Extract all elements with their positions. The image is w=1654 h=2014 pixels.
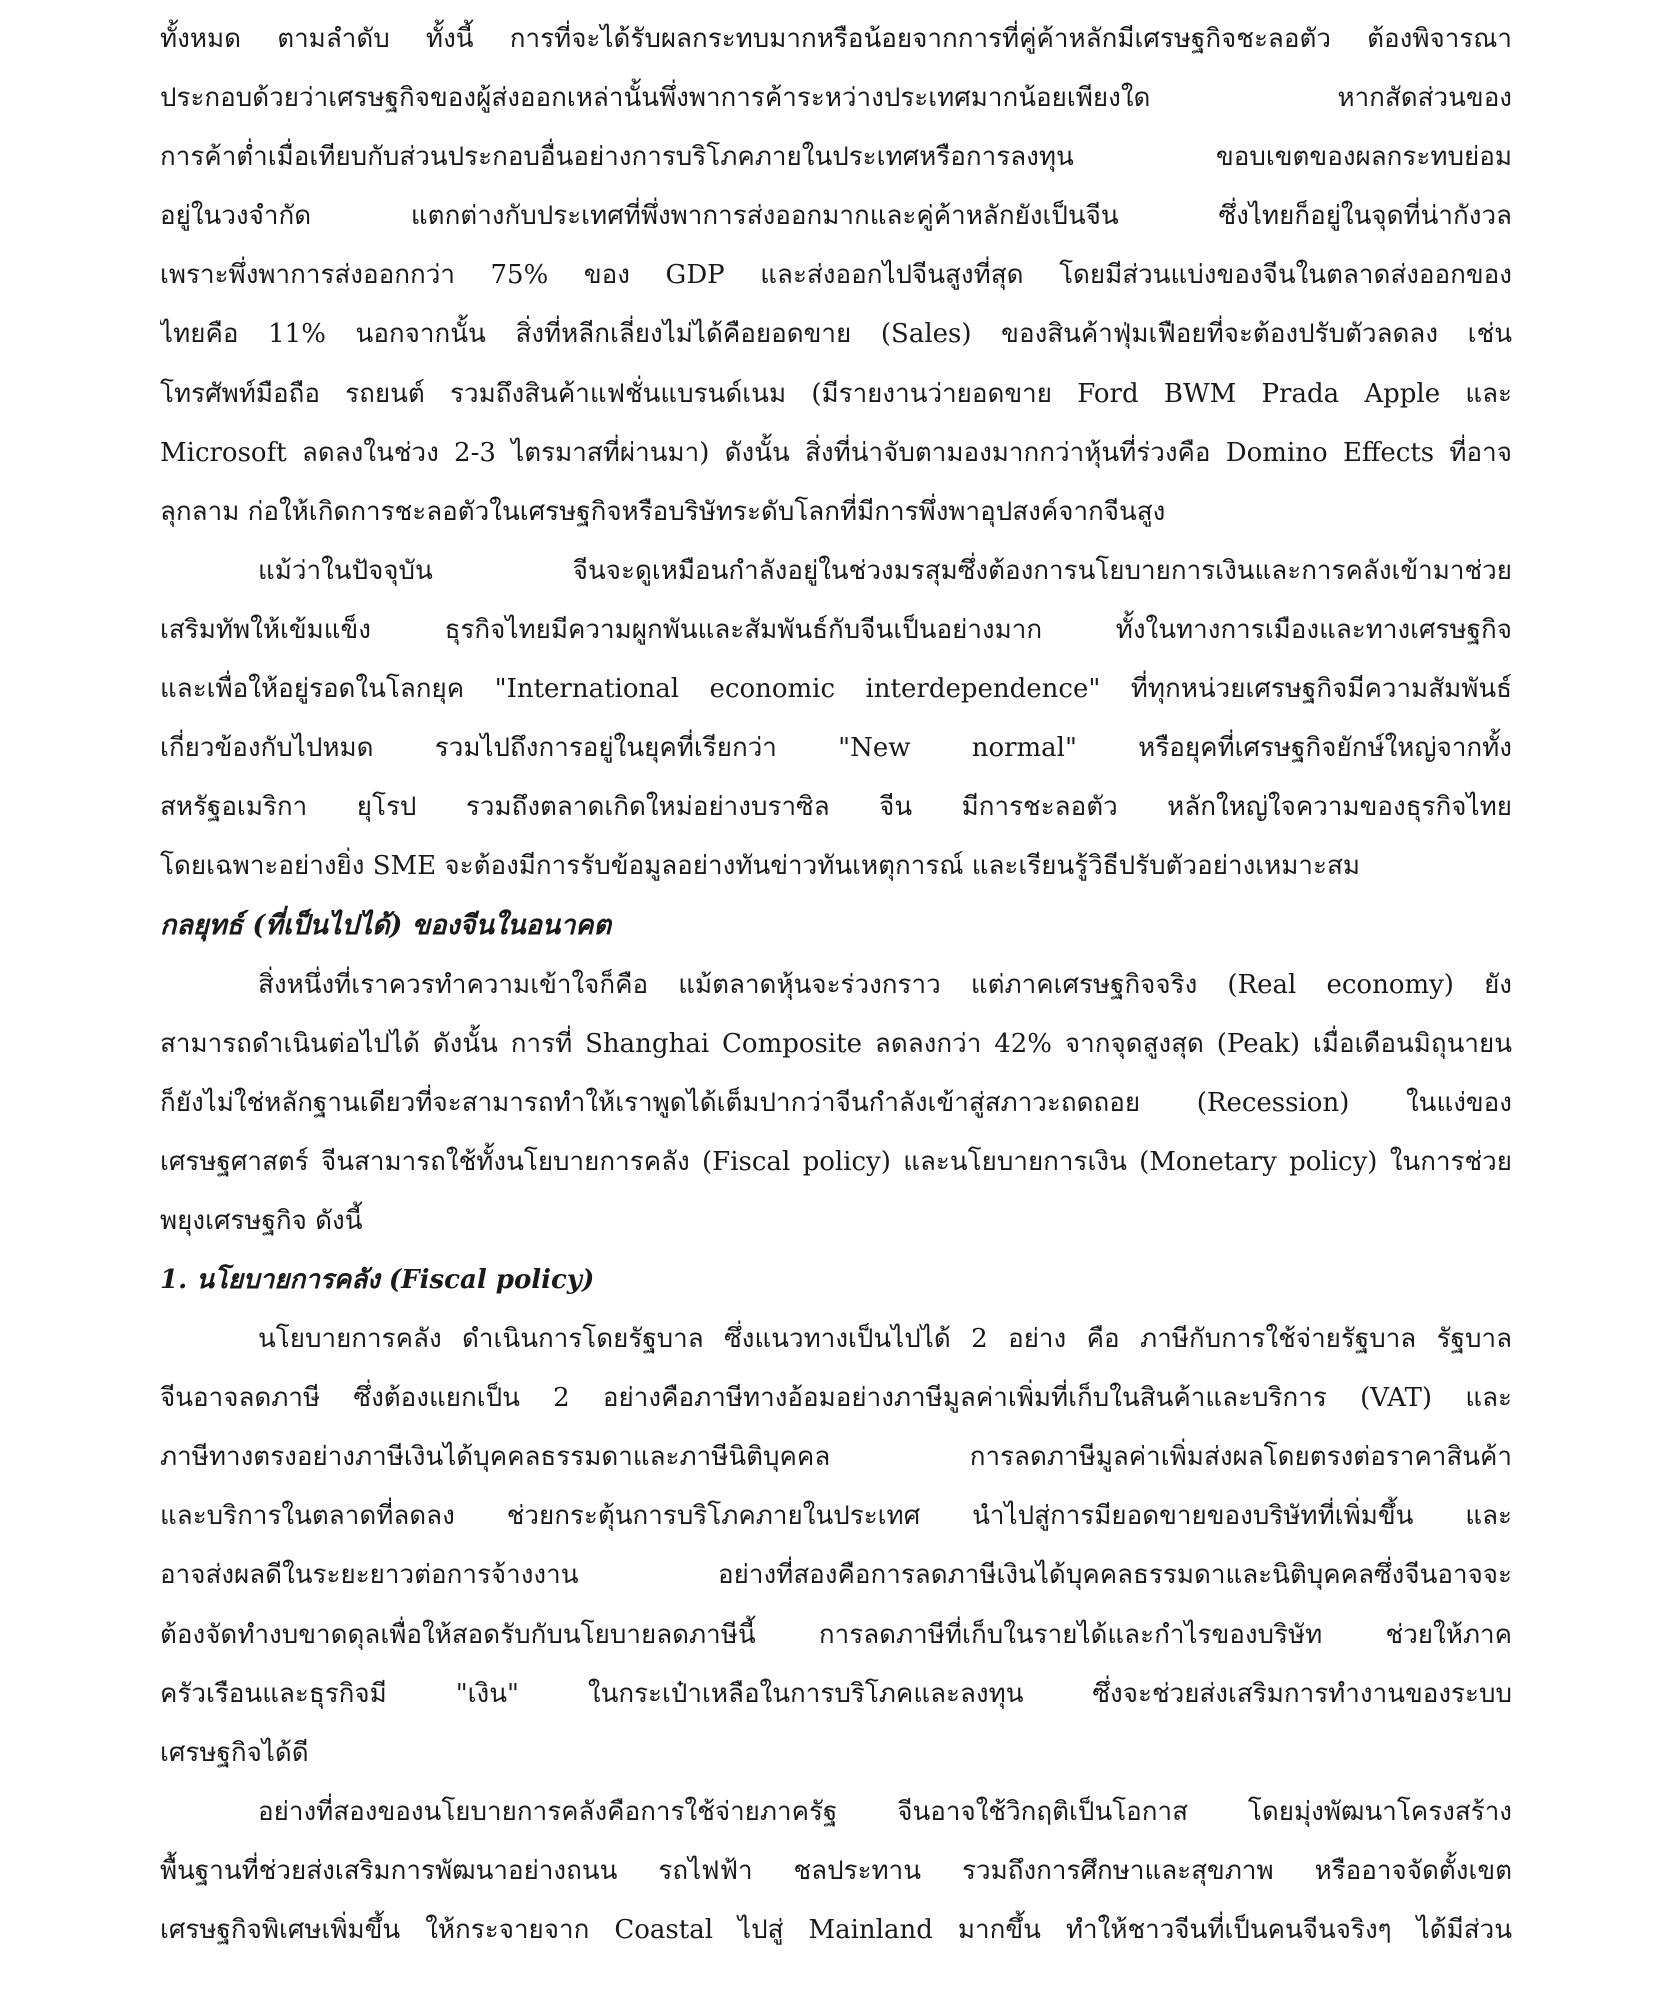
text-line: เศรษฐศาสตร์ จีนสามารถใช้ทั้งนโยบายการคลัง (Fiscal policy) และนโยบายการเงิน (Monetary policy) ในการช่วย <box>160 1146 1512 1177</box>
text-line: เกี่ยวข้องกับไปหมด รวมไปถึงการอยู่ในยุคที่เรียกว่า "New normal" หรือยุคที่เศรษฐกิจยักษ์ใหญ่จากทั้ง <box>160 733 1512 764</box>
text-line: ลุกลาม ก่อให้เกิดการชะลอตัวในเศรษฐกิจหรือบริษัทระดับโลกที่มีการพึ่งพาอุปสงค์จากจีนสูง <box>160 496 1166 527</box>
document-page <box>160 10 1512 1960</box>
text-line: และเพื่อให้อยู่รอดในโลกยุค "International economic interdependence" ที่ทุกหน่วยเศรษฐกิจมีความสัมพันธ์ <box>160 674 1512 705</box>
text-line: อยู่ในวงจำกัด แตกต่างกับประเทศที่พึ่งพาการส่งออกมากและคู่ค้าหลักยังเป็นจีน ซึ่งไทยก็อยู่ในจุดที่น่ากังวล <box>160 201 1512 232</box>
text-line: นโยบายการคลัง ดำเนินการโดยรัฐบาล ซึ่งแนวทางเป็นไปได้ 2 อย่าง คือ ภาษีกับการใช้จ่ายรัฐบาล รัฐบาล <box>258 1324 1512 1355</box>
text-line: Microsoft ลดลงในช่วง 2-3 ไตรมาสที่ผ่านมา) ดังนั้น สิ่งที่น่าจับตามองมากกว่าหุ้นที่ร่วงคือ Domino Effects ที่อาจ <box>160 437 1512 468</box>
text-line: แม้ว่าในปัจจุบัน จีนจะดูเหมือนกำลังอยู่ในช่วงมรสุมซึ่งต้องการนโยบายการเงินและการคลังเข้ามาช่วย <box>258 555 1512 586</box>
text-line: สหรัฐอเมริกา ยุโรป รวมถึงตลาดเกิดใหม่อย่างบราซิล จีน มีการชะลอตัว หลักใหญ่ใจความของธุรกิจไทย <box>160 792 1512 823</box>
text-line: การค้าต่ำเมื่อเทียบกับส่วนประกอบอื่นอย่างการบริโภคภายในประเทศหรือการลงทุน ขอบเขตของผลกระทบย่อม <box>160 142 1512 173</box>
text-line: สิ่งหนึ่งที่เราควรทำความเข้าใจก็คือ แม้ตลาดหุ้นจะร่วงกราว แต่ภาคเศรษฐกิจจริง (Real economy) ยัง <box>258 969 1512 1000</box>
text-line: สามารถดำเนินต่อไปได้ ดังนั้น การที่ Shanghai Composite ลดลงกว่า 42% จากจุดสูงสุด (Peak) เมื่อเดือนมิถุนายน <box>160 1028 1512 1059</box>
text-line: เศรษฐกิจพิเศษเพิ่มขึ้น ให้กระจายจาก Coastal ไปสู่ Mainland มากขึ้น ทำให้ชาวจีนที่เป็นคนจีนจริงๆ ได้มีส่วน <box>160 1915 1512 1945</box>
paragraph-real-economy <box>160 956 1512 1251</box>
text-line: ประกอบด้วยว่าเศรษฐกิจของผู้ส่งออกเหล่านั้นพึ่งพาการค้าระหว่างประเทศมากน้อยเพียงใด หากสัดส่วนของ <box>160 83 1512 114</box>
section-heading: กลยุทธ์ (ที่เป็นไปได้) ของจีนในอนาคต <box>160 910 611 942</box>
text-line: โทรศัพท์มือถือ รถยนต์ รวมถึงสินค้าแฟชั่นแบรนด์เนม (มีรายงานว่ายอดขาย Ford BWM Prada Apple และ <box>160 378 1512 409</box>
text-line: เสริมทัพให้เข้มแข็ง ธุรกิจไทยมีความผูกพันและสัมพันธ์กับจีนเป็นอย่างมาก ทั้งในทางการเมืองและทางเศรษฐกิจ <box>160 614 1512 645</box>
paragraph-fiscal-spending <box>160 1783 1512 1960</box>
text-line: ทั้งหมด ตามลำดับ ทั้งนี้ การที่จะได้รับผลกระทบมากหรือน้อยจากการที่คู่ค้าหลักมีเศรษฐกิจชะลอตัว ต้องพิจารณา <box>160 24 1512 54</box>
paragraph-fiscal-tax <box>160 1310 1512 1783</box>
text-line: ต้องจัดทำงบขาดดุลเพื่อให้สอดรับกับนโยบายลดภาษีนี้ การลดภาษีที่เก็บในรายได้และกำไรของบริษัท ช่วยให้ภาค <box>160 1619 1512 1650</box>
text-line: ไทยคือ 11% นอกจากนั้น สิ่งที่หลีกเลี่ยงไม่ได้คือยอดขาย (Sales) ของสินค้าฟุ่มเฟือยที่จะต้องปรับตัวลดลง เช่น <box>160 319 1512 350</box>
text-line: อย่างที่สองของนโยบายการคลังคือการใช้จ่ายภาครัฐ จีนอาจใช้วิกฤติเป็นโอกาส โดยมุ่งพัฒนาโครงสร้าง <box>258 1796 1512 1827</box>
text-line: เพราะพึ่งพาการส่งออกกว่า 75% ของ GDP และส่งออกไปจีนสูงที่สุด โดยมีส่วนแบ่งของจีนในตลาดส่งออกของ <box>160 260 1512 291</box>
text-line: จีนอาจลดภาษี ซึ่งต้องแยกเป็น 2 อย่างคือภาษีทางอ้อมอย่างภาษีมูลค่าเพิ่มที่เก็บในสินค้าและบริการ (VAT) และ <box>160 1383 1512 1414</box>
text-line: พยุงเศรษฐกิจ ดังนี้ <box>160 1205 363 1236</box>
text-line: เศรษฐกิจได้ดี <box>160 1737 309 1768</box>
text-line: และบริการในตลาดที่ลดลง ช่วยกระตุ้นการบริโภคภายในประเทศ นำไปสู่การมียอดขายของบริษัทที่เพิ่มขึ้น และ <box>160 1501 1512 1532</box>
subsection-heading: 1. นโยบายการคลัง (Fiscal policy) <box>160 1264 595 1295</box>
paragraph-trade-dependence <box>160 10 1512 542</box>
text-line: ก็ยังไม่ใช่หลักฐานเดียวที่จะสามารถทำให้เราพูดได้เต็มปากว่าจีนกำลังเข้าสู่สภาวะถดถอย (Recession) ในแง่ของ <box>160 1087 1512 1118</box>
text-line: พื้นฐานที่ช่วยส่งเสริมการพัฒนาอย่างถนน รถไฟฟ้า ชลประทาน รวมถึงการศึกษาและสุขภาพ หรืออาจจัดตั้งเขต <box>160 1855 1512 1886</box>
text-line: โดยเฉพาะอย่างยิ่ง SME จะต้องมีการรับข้อมูลอย่างทันข่าวทันเหตุการณ์ และเรียนรู้วิธีปรับตัวอย่างเหมาะสม <box>160 851 1360 882</box>
text-line: ภาษีทางตรงอย่างภาษีเงินได้บุคคลธรรมดาและภาษีนิติบุคคล การลดภาษีมูลค่าเพิ่มส่งผลโดยตรงต่อราคาสินค้า <box>160 1442 1512 1473</box>
paragraph-thai-business <box>160 542 1512 897</box>
text-line: ครัวเรือนและธุรกิจมี "เงิน" ในกระเป๋าเหลือในการบริโภคและลงทุน ซึ่งจะช่วยส่งเสริมการทำงานของระบบ <box>160 1678 1512 1709</box>
text-line: อาจส่งผลดีในระยะยาวต่อการจ้างงาน อย่างที่สองคือการลดภาษีเงินได้บุคคลธรรมดาและนิติบุคคลซึ่งจีนอาจจะ <box>160 1560 1512 1591</box>
